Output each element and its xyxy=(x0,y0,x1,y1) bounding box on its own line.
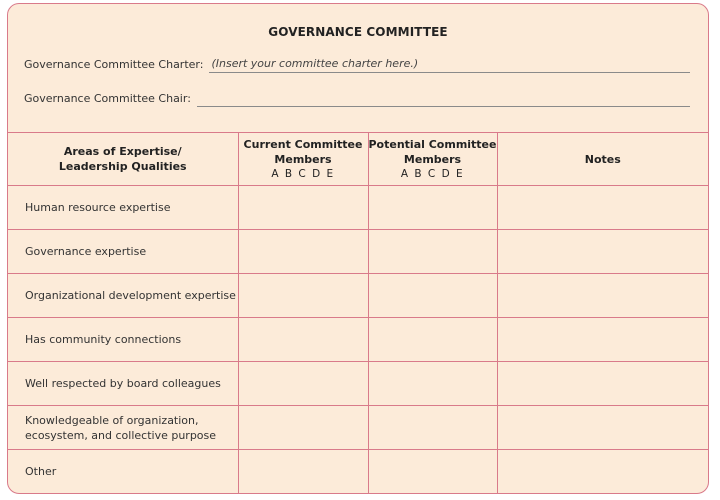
header-areas-line1: Areas of Expertise/ xyxy=(63,145,182,158)
cell-notes[interactable] xyxy=(497,230,708,274)
cell-current-members[interactable] xyxy=(238,450,368,494)
cell-current-members[interactable] xyxy=(238,230,368,274)
page-title: GOVERNANCE COMMITTEE xyxy=(268,25,448,39)
cell-current-members[interactable] xyxy=(238,362,368,406)
cell-potential-members[interactable] xyxy=(368,186,497,230)
row-label-knowledgeable-line1: Knowledgeable of organization, xyxy=(25,413,199,427)
cell-current-members[interactable] xyxy=(238,274,368,318)
cell-current-members[interactable] xyxy=(238,406,368,450)
row-label-knowledgeable-line2: ecosystem, and collective purpose xyxy=(25,428,217,442)
cell-current-members[interactable] xyxy=(238,186,368,230)
charter-input[interactable] xyxy=(209,56,690,73)
row-label-human-resource: Human resource expertise xyxy=(8,186,238,230)
cell-potential-members[interactable] xyxy=(368,450,497,494)
header-potential-line1: Potential Committee xyxy=(368,137,497,151)
header-areas-of-expertise xyxy=(8,133,238,186)
row-label-well-respected: Well respected by board colleagues xyxy=(8,362,238,406)
charter-label: Governance Committee Charter: xyxy=(24,58,204,71)
cell-potential-members[interactable] xyxy=(368,274,497,318)
header-areas-line2: Leadership Qualities xyxy=(58,160,187,173)
cell-notes[interactable] xyxy=(497,318,708,362)
table-row xyxy=(8,450,708,494)
cell-potential-members[interactable] xyxy=(368,362,497,406)
cell-notes[interactable] xyxy=(497,362,708,406)
charter-placeholder: (Insert your committee charter here.) xyxy=(211,57,419,70)
table-header-row xyxy=(8,133,708,186)
cell-potential-members[interactable] xyxy=(368,318,497,362)
row-label-knowledgeable xyxy=(8,406,238,450)
header-current-letters: A B C D E xyxy=(271,167,335,180)
cell-notes[interactable] xyxy=(497,186,708,230)
header-potential-line2: Members xyxy=(403,152,462,166)
header-potential-letters: A B C D E xyxy=(400,167,465,180)
header-current-members xyxy=(238,133,368,186)
row-label-organizational-development: Organizational development expertise xyxy=(8,274,238,318)
header-current-line1: Current Committee xyxy=(243,137,363,151)
table-row xyxy=(8,230,708,274)
chair-field-row xyxy=(24,90,690,107)
table-row xyxy=(8,362,708,406)
cell-potential-members[interactable] xyxy=(368,230,497,274)
table-row xyxy=(8,274,708,318)
header-notes: Notes xyxy=(497,133,708,186)
row-label-community-connections: Has community connections xyxy=(8,318,238,362)
governance-committee-worksheet xyxy=(7,3,709,494)
chair-input[interactable] xyxy=(197,90,690,107)
cell-potential-members[interactable] xyxy=(368,406,497,450)
header-current-line2: Members xyxy=(274,152,332,166)
charter-field-row xyxy=(24,56,690,73)
table-row xyxy=(8,406,708,450)
table-row xyxy=(8,318,708,362)
chair-label: Governance Committee Chair: xyxy=(24,92,191,105)
cell-current-members[interactable] xyxy=(238,318,368,362)
expertise-table xyxy=(8,132,708,493)
header-potential-members xyxy=(368,133,497,186)
cell-notes[interactable] xyxy=(497,274,708,318)
row-label-governance: Governance expertise xyxy=(8,230,238,274)
table-row xyxy=(8,186,708,230)
row-label-other: Other xyxy=(8,450,238,494)
cell-notes[interactable] xyxy=(497,450,708,494)
cell-notes[interactable] xyxy=(497,406,708,450)
